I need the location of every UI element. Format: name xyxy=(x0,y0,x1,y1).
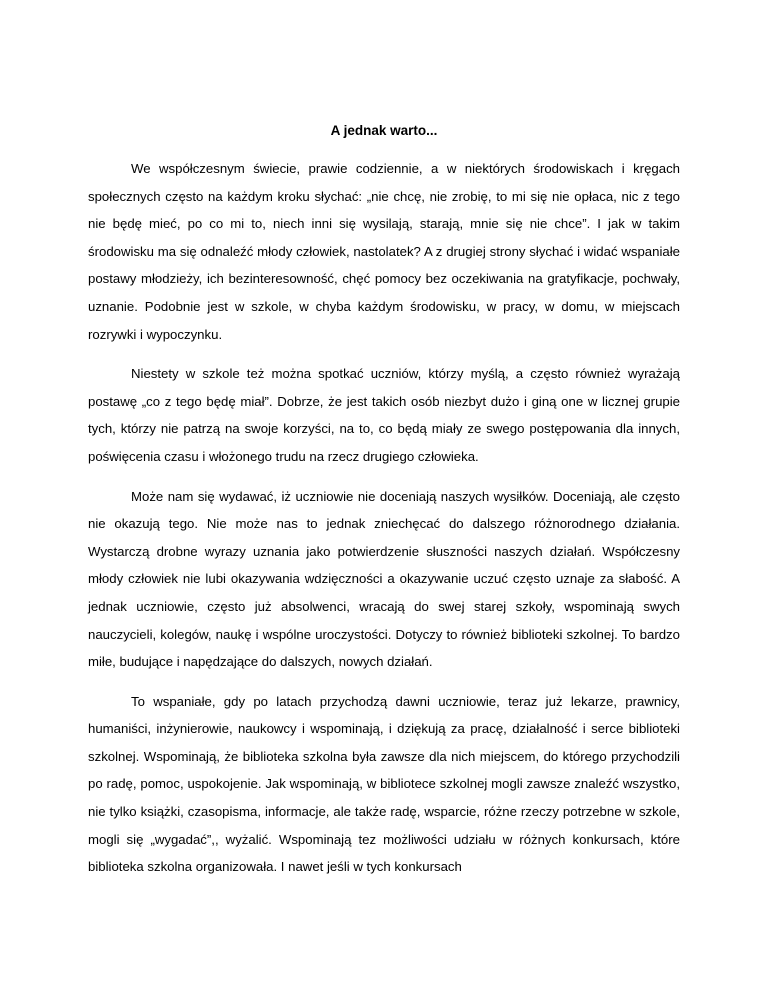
paragraph-1: We współczesnym świecie, prawie codziennie, a w niektórych środowiskach i kręgach społecznych często na każdym kroku słychać: „nie chcę, nie zrobię, to mi się nie opłaca, nic z tego nie będę mieć, po co mi to, niech inni się wysilają, starają, mnie się nie chce”. I jak w takim środowisku ma się odnaleźć młody człowiek, nastolatek? A z drugiej strony słychać i widać wspaniałe postawy młodzieży, ich bezinteresowność, chęć pomocy bez oczekiwania na gratyfikacje, pochwały, uznanie. Podobnie jest w szkole, w chyba każdym środowisku, w pracy, w domu, w miejscach rozrywki i wypoczynku. xyxy=(88,161,680,342)
document-title: A jednak warto... xyxy=(330,123,438,138)
paragraph-3: Może nam się wydawać, iż uczniowie nie doceniają naszych wysiłków. Doceniają, ale często nie okazują tego. Nie może nas to jednak zniechęcać do dalszego różnorodnego działania. Wystarczą drobne wyrazy uznania jako potwierdzenie słuszności naszych działań. Współczesny młody człowiek nie lubi okazywania wdzięczności a okazywanie uczuć często uznaje za słabość. A jednak uczniowie, często już absolwenci, wracają do swej starej szkoły, wspominają swych nauczycieli, kolegów, naukę i wspólne uroczystości. Dotyczy to również biblioteki szkolnej. To bardzo miłe, budujące i napędzające do dalszych, nowych działań. xyxy=(88,488,680,670)
paragraph-4: To wspaniałe, gdy po latach przychodzą dawni uczniowie, teraz już lekarze, prawnicy, humaniści, inżynierowie, naukowcy i wspominają, i dziękują za pracę, działalność i serce biblioteki szkolnej. Wspominają, że biblioteka szkolna była zawsze dla nich miejscem, do którego przychodzili po radę, pomoc, uspokojenie. Jak wspominają, w bibliotece szkolnej mogli zawsze znaleźć wszystko, nie tylko książki, czasopisma, informacje, ale także radę, wsparcie, różne rzeczy potrzebne w szkole, mogli się „wygadać”,, wyżalić. Wspominają tez możliwości udziału w różnych konkursach, które biblioteka szkolna organizowała. I nawet jeśli w tych konkursach xyxy=(88,693,680,875)
document-body xyxy=(88,155,680,893)
paragraph-2: Niestety w szkole też można spotkać uczniów, którzy myślą, a często również wyrażają postawę „co z tego będę miał”. Dobrze, że jest takich osób niezbyt dużo i giną one w licznej grupie tych, którzy nie patrzą na swoje korzyści, na to, co będą miały ze swego postępowania dla innych, poświęcenia czasu i włożonego trudu na rzecz drugiego człowieka. xyxy=(88,366,680,464)
